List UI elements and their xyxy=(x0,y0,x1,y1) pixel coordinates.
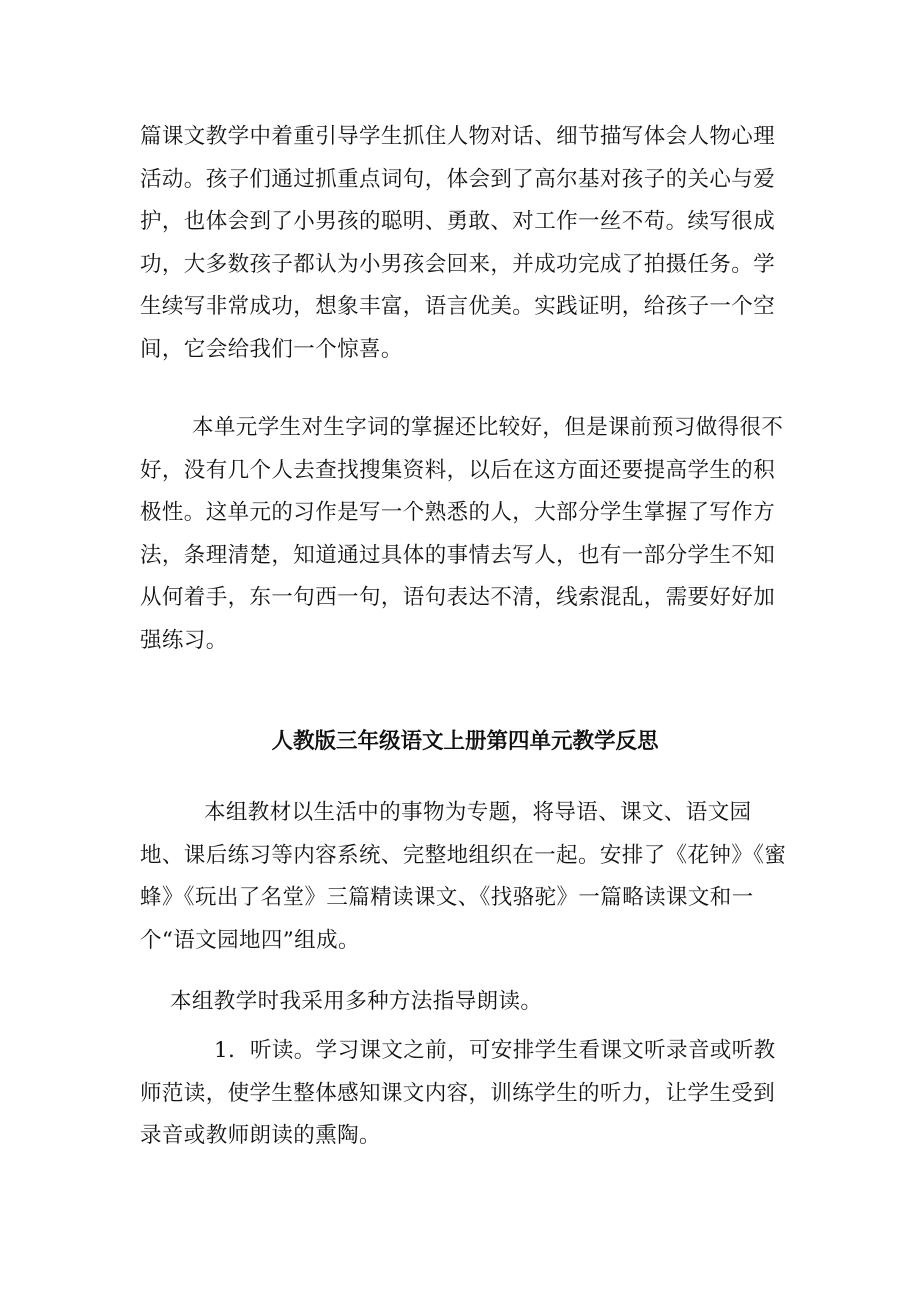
title-main: 三年级语文上册第四单元教学反思 xyxy=(336,729,659,754)
paragraph-listening-reading: 1．听读。学习课文之前，可安排学生看课文听录音或听教师范读，使学生整体感知课文内容，训练学生的听力，让学生受到录音或教师朗读的熏陶。 xyxy=(140,1038,776,1149)
title-prefix: 人教版 xyxy=(271,729,336,754)
paragraph-unit-summary: 本单元学生对生字词的掌握还比较好，但是课前预习做得很不好，没有几个人去查找搜集资料，以后在这方面还要提高学生的积极性。这单元的习作是写一个熟悉的人，大部分学生掌握了写作方法，条理清楚，知道通过具体的事情去写人，也有一部分学生不知从何着手，东一句西一句，语句表达不清，线索混乱，需要好好加强练习。 xyxy=(140,415,784,653)
paragraph-reading-methods: 本组教学时我采用多种方法指导朗读。 xyxy=(170,989,543,1014)
document-title xyxy=(140,722,790,762)
paragraph-materials-overview: 本组教材以生活中的事物为专题，将导语、课文、语文园地、课后练习等内容系统、完整地组织在一起。安排了《花钟》《蜜蜂》《玩出了名堂》三篇精读课文、《找骆驼》一篇略读课文和一个“语文园地四”组成。 xyxy=(140,800,787,953)
paragraph-intro-continued: 篇课文教学中着重引导学生抓住人物对话、细节描写体会人物心理活动。孩子们通过抓重点词句，体会到了高尔基对孩子的关心与爱护，也体会到了小男孩的聪明、勇敢、对工作一丝不苟。续写很成功，大多数孩子都认为小男孩会回来，并成功完成了拍摄任务。学生续写非常成功，想象丰富，语言优美。实践证明，给孩子一个空间，它会给我们一个惊喜。 xyxy=(140,124,776,362)
